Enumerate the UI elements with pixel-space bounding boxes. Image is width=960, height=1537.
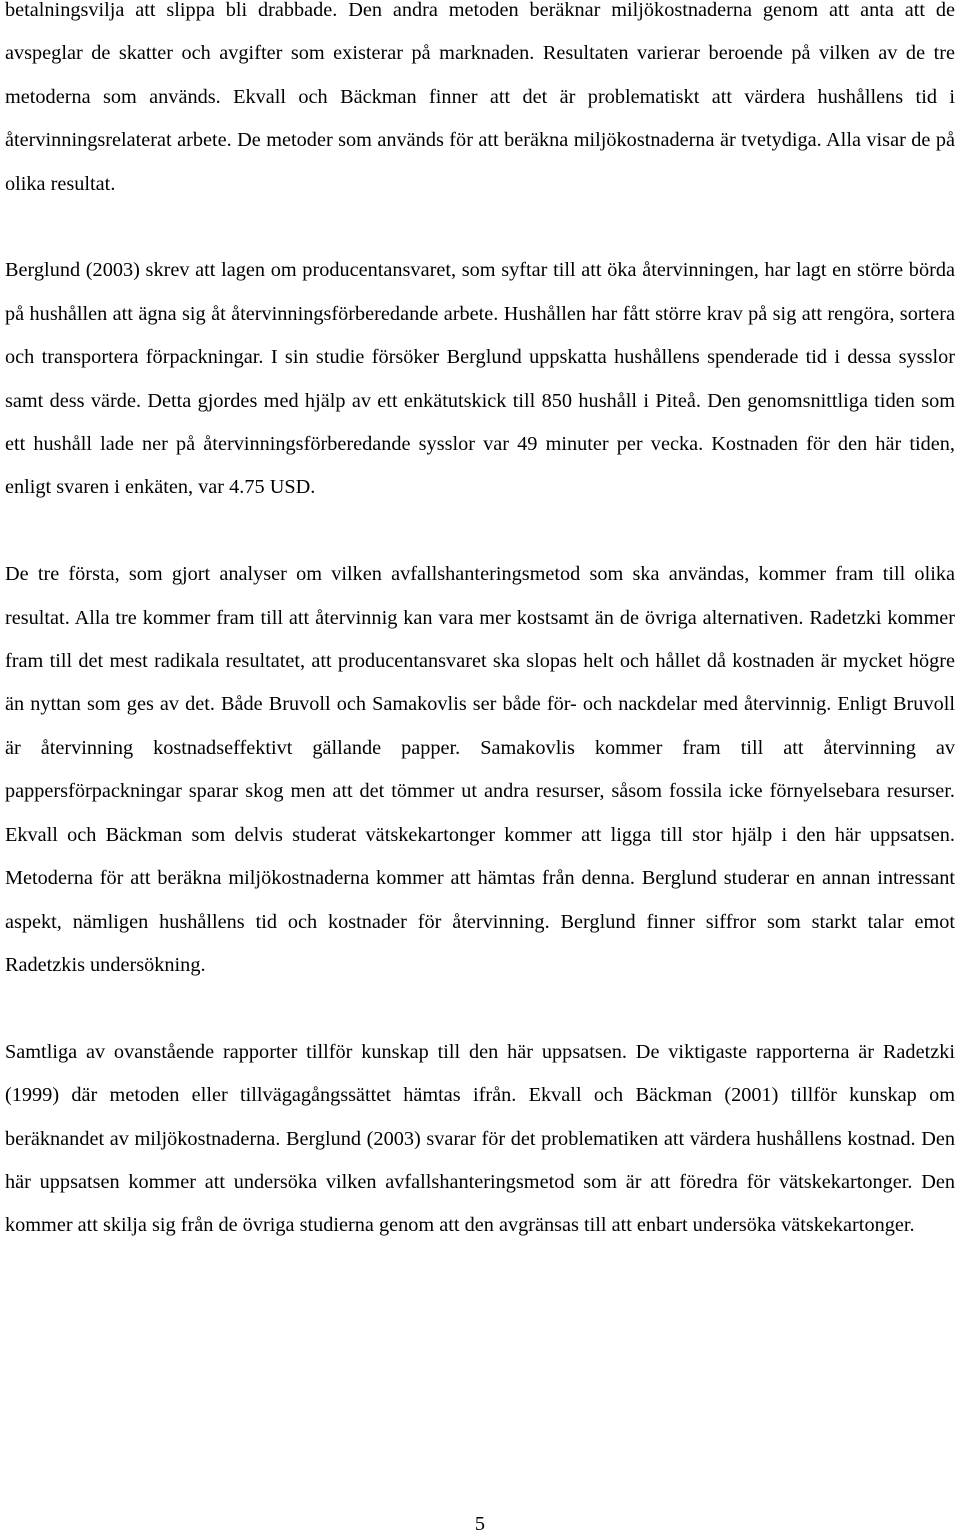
paragraph-3: De tre första, som gjort analyser om vilken avfallshanteringsmetod som ska användas, kommer fram till olika resultat. Alla tre kommer fram till att återvinnig kan vara mer kostsamt än de övriga alternativen. Radetzki kommer fram till det mest radikala resultatet, att producentansvaret ska slopas helt och hållet då kostnaden är mycket högre än nyttan som ges av det. Både Bruvoll och Samakovlis ser både för- och nackdelar med återvinnig. Enligt Bruvoll är återvinning kostnadseffektivt gällande papper. Samakovlis kommer fram till att återvinning av pappersförpackningar sparar skog men att det tömmer ut andra resurser, såsom fossila icke förnyelsebara resurser. Ekvall och Bäckman som delvis studerat vätskekartonger kommer att ligga till stor hjälp i den här uppsatsen. Metoderna för att beräkna miljökostnaderna kommer att hämtas från denna. Berglund studerar en annan intressant aspekt, nämligen hushållens tid och kostnader för återvinning. Berglund finner siffror som starkt talar emot Radetzkis undersökning. xyxy=(5,563,955,976)
page-number: 5 xyxy=(474,1513,486,1535)
document-page xyxy=(5,0,955,1248)
paragraph-1: betalningsvilja att slippa bli drabbade. Den andra metoden beräknar miljökostnaderna genom att anta att de avspeglar de skatter och avgifter som existerar på marknaden. Resultaten varierar beroende på vilken av de tre metoderna som används. Ekvall och Bäckman finner att det är problematiskt att värdera hushållens tid i återvinningsrelaterat arbete. De metoder som används för att beräkna miljökostnaderna är tvetydiga. Alla visar de på olika resultat. xyxy=(5,0,955,195)
paragraph-2: Berglund (2003) skrev att lagen om producentansvaret, som syftar till att öka återvinningen, har lagt en större börda på hushållen att ägna sig åt återvinningsförberedande arbete. Hushållen har fått större krav på sig att rengöra, sortera och transportera förpackningar. I sin studie försöker Berglund uppskatta hushållens spenderade tid i dessa sysslor samt dess värde. Detta gjordes med hjälp av ett enkätutskick till 850 hushåll i Piteå. Den genomsnittliga tiden som ett hushåll lade ner på återvinningsförberedande sysslor var 49 minuter per vecka. Kostnaden för den här tiden, enligt svaren i enkäten, var 4.75 USD. xyxy=(5,259,955,499)
paragraph-4: Samtliga av ovanstående rapporter tillför kunskap till den här uppsatsen. De viktigaste rapporterna är Radetzki (1999) där metoden eller tillvägagångssättet hämtas ifrån. Ekvall och Bäckman (2001) tillför kunskap om beräknandet av miljökostnaderna. Berglund (2003) svarar för det problematiken att värdera hushållens kostnad. Den här uppsatsen kommer att undersöka vilken avfallshanteringsmetod som är att föredra för vätskekartonger. Den kommer att skilja sig från de övriga studierna genom att den avgränsas till att enbart undersöka vätskekartonger. xyxy=(5,1040,955,1237)
